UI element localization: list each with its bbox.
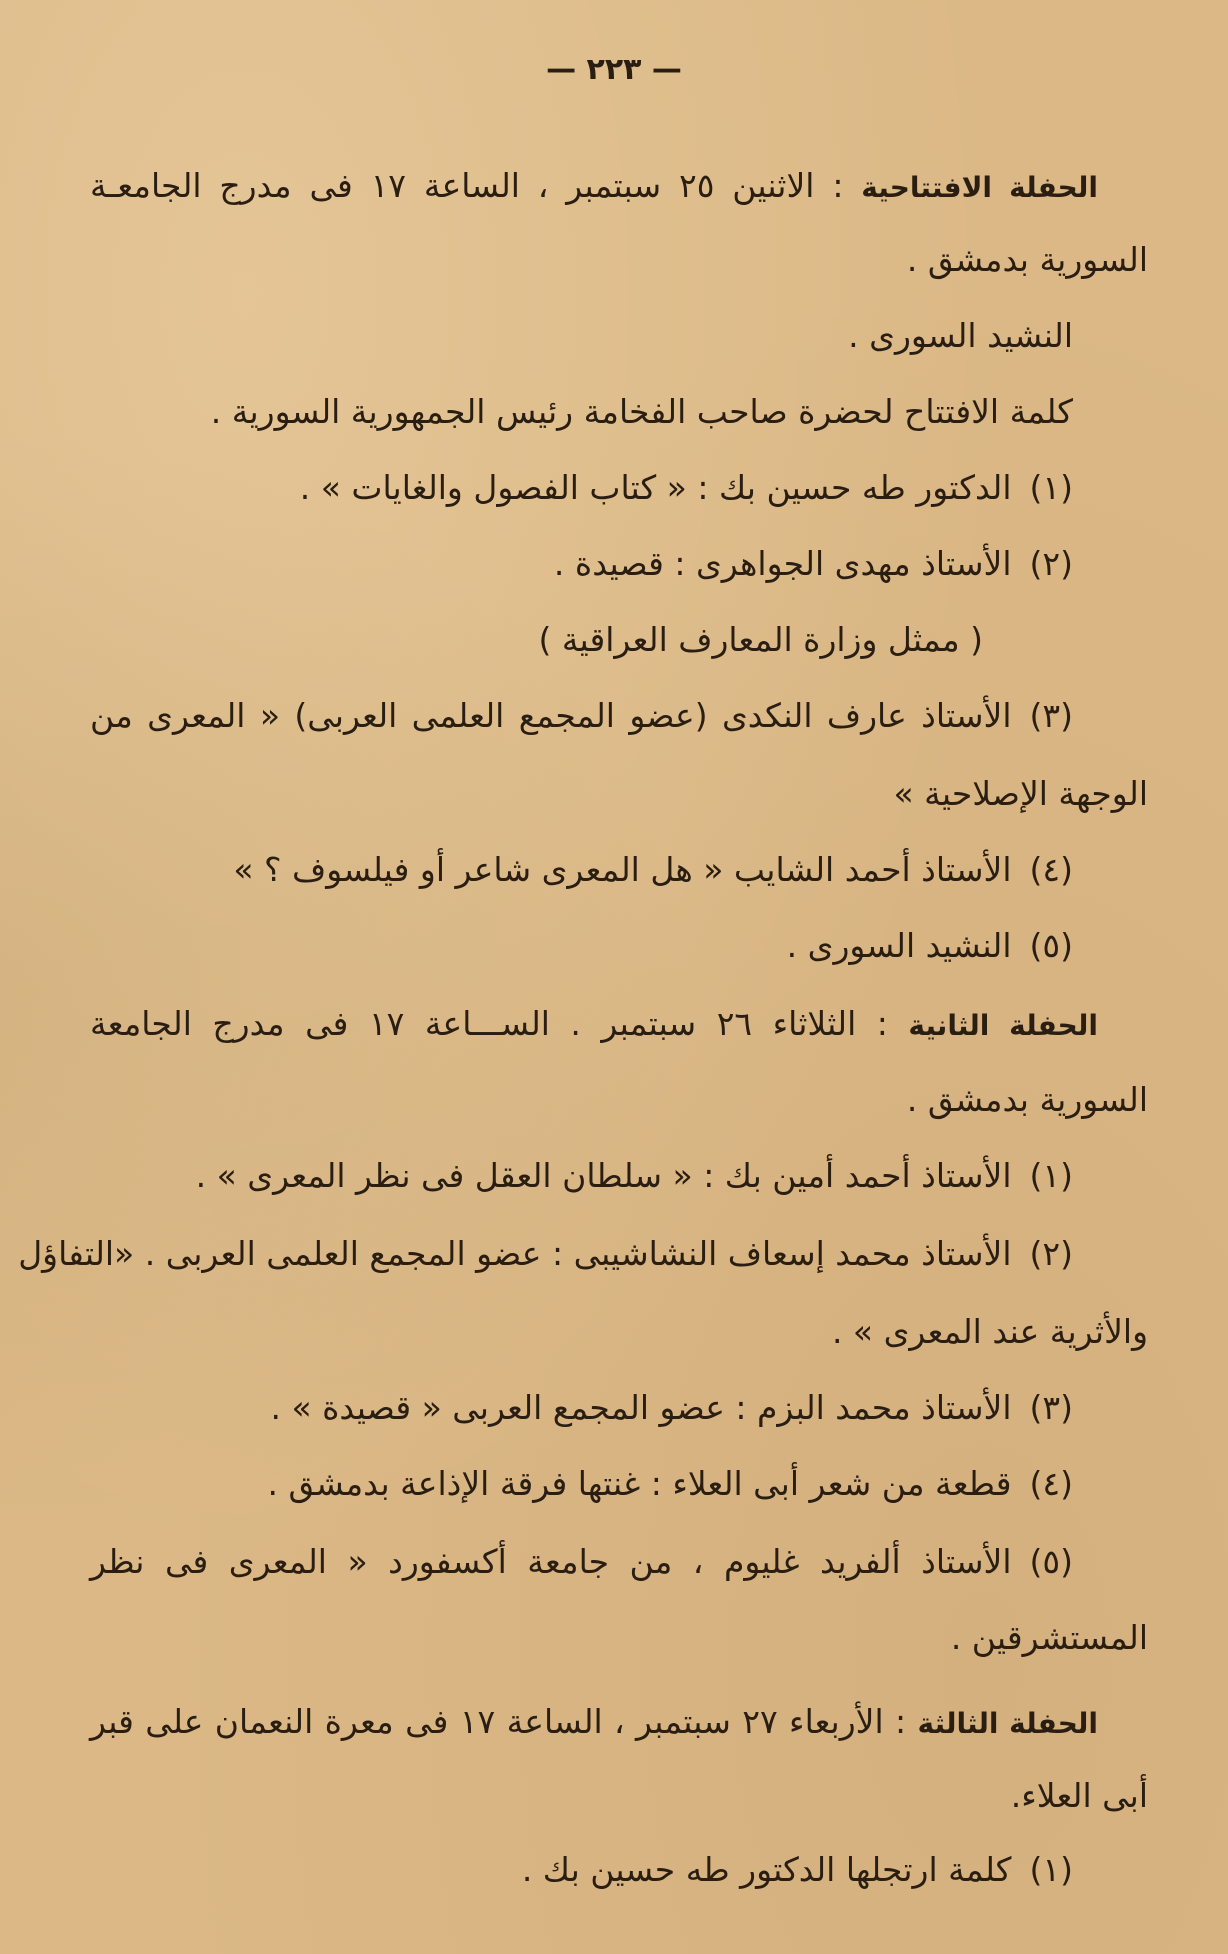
session-2-item-3	[270, 1386, 1073, 1430]
item-text: الأستاذ أحمد أمين بك : « سلطان العقل فى نظر المعرى » .	[195, 1156, 1012, 1195]
page-number: — ٢٢٣ —	[546, 52, 682, 87]
session-1-location-cont: السورية بدمشق .	[906, 240, 1148, 279]
session-3-heading: الحفلة الثالثة	[917, 1707, 1098, 1740]
session-2-details: : الثلاثاء ٢٦ سبتمبر . الســـاعة ١٧ فى مدرج الجامعة	[90, 1004, 888, 1043]
item-number: (٤)	[1029, 850, 1073, 889]
session-1-item-4	[233, 848, 1073, 892]
session-1-item-2	[554, 542, 1073, 586]
item-number: (٣)	[1029, 1388, 1073, 1427]
session-3-details: : الأربعاء ٢٧ سبتمبر ، الساعة ١٧ فى معرة النعمان على قبر	[90, 1702, 907, 1741]
session-3-location-cont: أبى العلاء.	[1010, 1776, 1148, 1815]
session-1-item-3-cont: الوجهة الإصلاحية »	[893, 774, 1148, 813]
item-number: (٤)	[1029, 1464, 1073, 1503]
session-2-item-5	[90, 1540, 1073, 1584]
item-text: الأستاذ أحمد الشايب « هل المعرى شاعر أو فيلسوف ؟ »	[233, 850, 1012, 889]
session-1-pre-item-anthem: النشيد السورى .	[848, 316, 1073, 355]
item-number: (١)	[1029, 1850, 1073, 1889]
session-1-pre-item-opening-speech: كلمة الافتتاح لحضرة صاحب الفخامة رئيس الجمهورية السورية .	[210, 392, 1073, 431]
item-number: (١)	[1029, 1156, 1073, 1195]
item-text: الدكتور طه حسين بك : « كتاب الفصول والغايات » .	[299, 468, 1012, 507]
session-2-location-cont: السورية بدمشق .	[906, 1080, 1148, 1119]
session-1-item-3	[90, 694, 1073, 738]
item-number: (١)	[1029, 468, 1073, 507]
session-2-item-5-cont: المستشرقين .	[950, 1618, 1148, 1657]
item-text: الأستاذ عارف النكدى (عضو المجمع العلمى العربى) « المعرى من	[90, 696, 1012, 735]
session-1-item-1	[300, 466, 1073, 510]
session-1-details: : الاثنين ٢٥ سبتمبر ، الساعة ١٧ فى مدرج الجامعـة	[90, 166, 844, 205]
item-number: (٣)	[1029, 696, 1073, 735]
session-2-item-2-cont: والأثرية عند المعرى » .	[831, 1312, 1148, 1351]
item-number: (٥)	[1029, 926, 1073, 965]
session-1-item-2-note: ( ممثل وزارة المعارف العراقية )	[538, 620, 983, 659]
item-text: قطعة من شعر أبى العلاء : غنتها فرقة الإذاعة بدمشق .	[267, 1464, 1012, 1503]
session-2-item-2	[18, 1232, 1073, 1276]
item-number: (٥)	[1029, 1542, 1073, 1581]
item-number: (٢)	[1029, 1234, 1073, 1273]
session-1-heading: الحفلة الافتتاحية	[861, 171, 1098, 204]
session-2-heading: الحفلة الثانية	[908, 1009, 1098, 1042]
session-2-header-line	[90, 1002, 1098, 1048]
item-text: الأستاذ مهدى الجواهرى : قصيدة .	[553, 544, 1012, 583]
item-text: النشيد السورى .	[786, 926, 1012, 965]
session-2-item-1	[196, 1154, 1073, 1198]
item-text: الأستاذ محمد البزم : عضو المجمع العربى « قصيدة » .	[270, 1388, 1012, 1427]
item-number: (٢)	[1029, 544, 1073, 583]
session-1-item-5	[787, 924, 1073, 968]
item-text: الأستاذ محمد إسعاف النشاشيبى : عضو المجمع العلمى العربى . «التفاؤل	[18, 1234, 1012, 1273]
session-1-header-line	[90, 164, 1098, 210]
item-text: كلمة ارتجلها الدكتور طه حسين بك .	[521, 1850, 1012, 1889]
session-3-item-1	[522, 1848, 1073, 1892]
session-2-item-4	[268, 1462, 1074, 1506]
item-text: الأستاذ ألفريد غليوم ، من جامعة أكسفورد « المعرى فى نظر	[90, 1542, 1012, 1581]
session-3-header-line	[90, 1700, 1098, 1746]
